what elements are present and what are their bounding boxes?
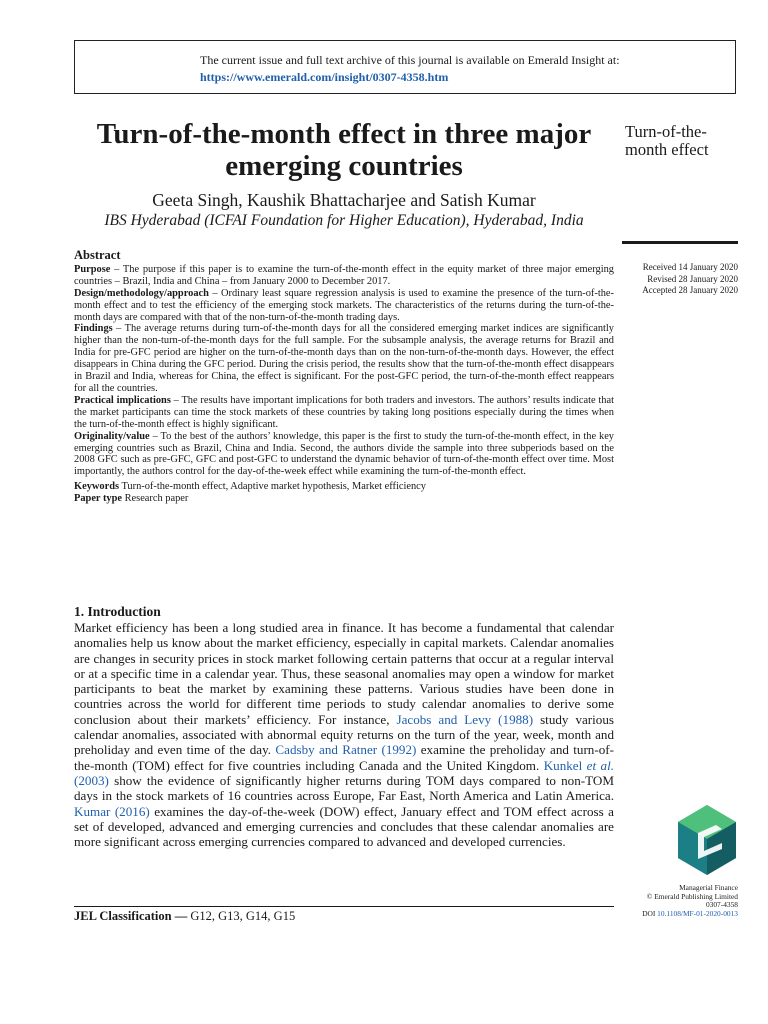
abstract-originality (74, 431, 614, 479)
article-dates (600, 262, 738, 297)
abstract (74, 250, 614, 505)
journal-info (600, 884, 738, 918)
journal-name: Managerial Finance (679, 883, 738, 892)
crossref-check-logo-icon[interactable] (676, 803, 738, 881)
practical-text: – The results have important implications for both traders and investors. The authors’ results indicate that the market participants can time the stock markets of these countries by taking long positions especially during the times when the turn-of-the-month effect is highly significant. (74, 394, 615, 430)
journal-url-link[interactable]: https://www.emerald.com/insight/0307-4358.htm (200, 70, 449, 84)
intro-text-5: examines the day-of-the-week (DOW) effect, January effect and TOM effect across a set of developed, advanced and emerging currencies and concludes that these calendar anomalies are more significant across emerging currencies compared to advanced and developed currencies. (74, 803, 614, 850)
footer-divider (74, 906, 614, 907)
design-label: Design/methodology/approach (74, 287, 209, 299)
citation-jacobs-levy[interactable]: Jacobs and Levy (1988) (396, 711, 534, 727)
abstract-heading: Abstract (74, 248, 121, 262)
revised-date: Revised 28 January 2020 (647, 273, 738, 284)
keywords-label: Keywords (74, 481, 120, 493)
jel-classification (74, 909, 295, 924)
paper-type (74, 493, 614, 505)
citation-kunkel-etal: et al. (586, 757, 615, 773)
citation-cadsby-ratner[interactable]: Cadsby and Ratner (1992) (275, 742, 417, 758)
journal-issn: 0307-4358 (705, 900, 738, 910)
findings-text: – The average returns during turn-of-the-month days for all the considered emerging market indices are significantly higher than the non-turn-of-the-month days for the full sample. For the subsample analysis, the average returns for Brazil and India for pre-GFC period are higher on the turn-of-the-month days than on the non-turn-of-the-month days. However, the effect disappears in China during the GFC period. During the crisis period, the results show that the turn-of-the-month effect disappears in Brazil and India, whereas for China, the effect is significant. For the post-GFC period, the turn-of-the-month effect reappears for all the countries. (74, 323, 614, 394)
running-head: Turn-of-the-month effect (625, 122, 709, 159)
journal-doi (600, 910, 738, 919)
jel-label: JEL Classification — (74, 909, 188, 923)
introduction-section (74, 604, 614, 849)
papertype-label: Paper type (74, 493, 123, 505)
accepted-date: Accepted 28 January 2020 (642, 285, 738, 295)
journal-access-box (74, 40, 736, 94)
purpose-text: – The purpose if this paper is to examine the turn-of-the-month effect in the equity market of three major emerging countries – Brazil, India and China – from January 2000 to December 2017. (74, 263, 614, 287)
purpose-label: Purpose (74, 263, 111, 275)
intro-paragraph (74, 620, 614, 849)
received-date: Received 14 January 2020 (642, 262, 738, 272)
intro-text-4: show the evidence of significantly higher returns during TOM days compared to non-TOM days in the stock markets of 16 countries across Europe, Far East, North America and Latin America. (74, 772, 614, 804)
originality-text: – To the best of the authors’ knowledge, this paper is the first to study the turn-of-the-month effect, in the key emerging countries such as Brazil, China and India. Second, the authors divide the sample into three subperiods based on the 2008 GFC such as pre-GFC, GFC and post-GFC to understand the dynamic behavior of turn-of-the-month effect over time. Most importantly, the authors control for the day-of-the-week effect while examining the turn-of-the-month effect. (74, 430, 614, 478)
jel-codes: G12, G13, G14, G15 (187, 909, 296, 923)
intro-text-1: Market efficiency has been a long studied area in finance. It has become a fundamental that calendar anomalies help us know about the market efficiency, especially in capital markets. Calendar anomalies are changes in security prices in stock market following certain patterns that occur at a regular interval or at a specific time in a calendar year. Thus, these seasonal anomalies may open a window for market participants to beat the market by examining these patterns. Various studies have been done in countries across the world for different time periods to study calendar anomalies to derive some conclusion about their markets’ efficiency. For instance, (74, 620, 614, 727)
doi-label: DOI (642, 908, 658, 918)
practical-label: Practical implications (74, 394, 171, 406)
findings-label: Findings (74, 323, 113, 335)
intro-text-3: examine the preholiday and turn-of-the-month (TOM) effect for five countries including Canada and the United Kingdom. (74, 742, 614, 773)
authors: Geeta Singh, Kaushik Bhattacharjee and Satish Kumar (152, 190, 536, 210)
papertype-text: Research paper (122, 493, 189, 505)
design-text: – Ordinary least square regression analysis is used to examine the presence of the turn-of-the-month effect and to test the efficiency of the emerging stock markets. The characteristics of the returns during the turn-of-the-month days are compared with that of the non-turn-of-the-month trading days. (74, 287, 614, 323)
citation-kunkel-author: Kunkel (543, 757, 587, 773)
intro-heading: 1. Introduction (74, 604, 161, 619)
keywords-text: Turn-of-the-month effect, Adaptive market hypothesis, Market efficiency (119, 481, 426, 493)
intro-text-2: study various calendar anomalies, associated with abnormal equity returns on the turn of the year, week, month and preholiday and even time of the day. (74, 711, 614, 758)
abstract-purpose (74, 264, 614, 288)
access-text: The current issue and full text archive of this journal is available on Emerald Insight at: (200, 53, 620, 67)
side-divider (622, 241, 738, 244)
citation-kumar[interactable]: Kumar (2016) (74, 803, 150, 819)
affiliation: IBS Hyderabad (ICFAI Foundation for Higher Education), Hyderabad, India (104, 212, 584, 229)
abstract-design (74, 288, 614, 324)
journal-publisher: © Emerald Publishing Limited (646, 891, 738, 901)
originality-label: Originality/value (74, 430, 150, 442)
abstract-practical (74, 395, 614, 431)
doi-link[interactable]: 10.1108/MF-01-2020-0013 (657, 908, 738, 918)
citation-kunkel-year: (2003) (74, 772, 109, 788)
abstract-findings (74, 323, 614, 394)
keywords (74, 481, 614, 493)
paper-title: Turn-of-the-month effect in three major emerging countries (96, 118, 592, 182)
